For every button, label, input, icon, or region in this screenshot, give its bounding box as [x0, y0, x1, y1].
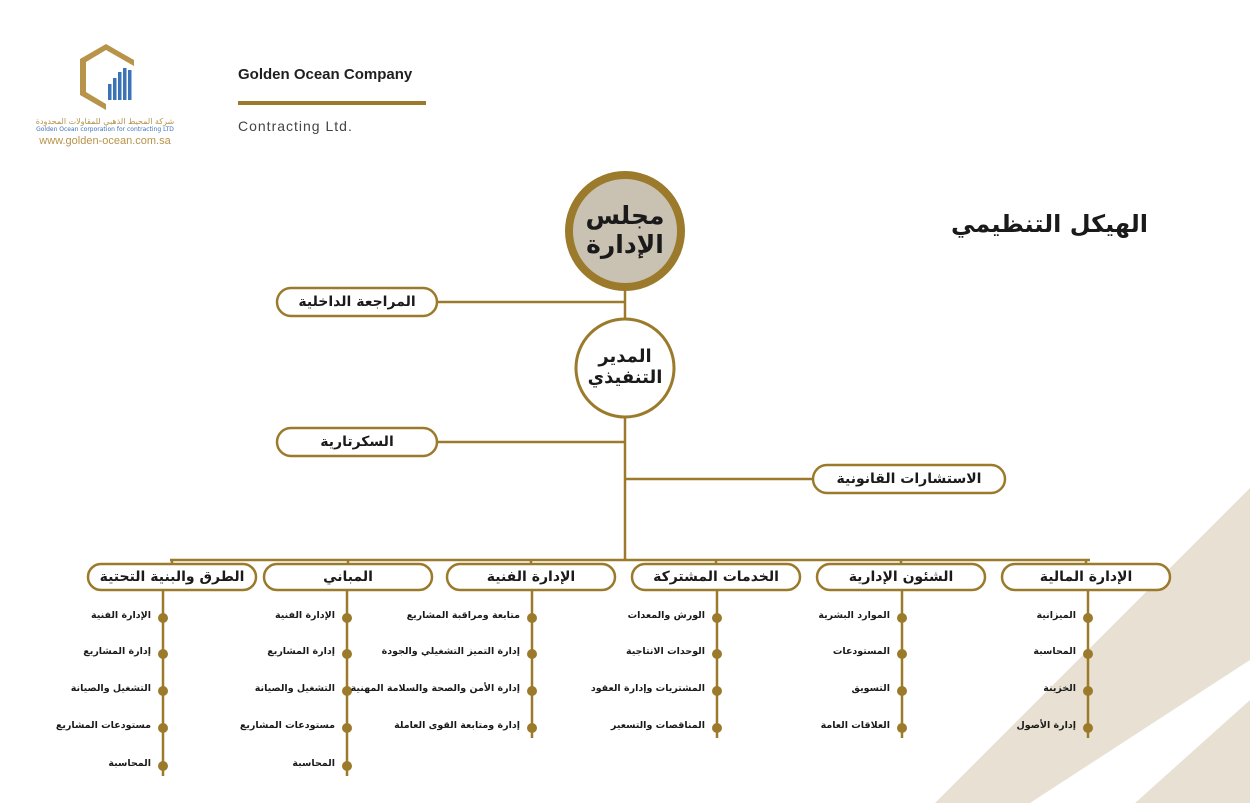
sub-unit-label: مستودعات المشاريع: [55, 720, 151, 731]
sub-unit-bullet: [712, 723, 722, 733]
sub-unit-bullet: [342, 723, 352, 733]
company-logo: [80, 44, 134, 110]
sub-unit-label: المحاسبة: [1033, 646, 1076, 657]
sub-unit-bullet: [527, 723, 537, 733]
sub-unit-label: إدارة التميز التشغيلي والجودة: [381, 646, 520, 657]
sub-unit-bullet: [342, 761, 352, 771]
sub-unit-bullet: [527, 649, 537, 659]
logo-english-text: Golden Ocean corporation for contracting LTD: [36, 126, 174, 133]
sub-unit-bullet: [342, 613, 352, 623]
sub-unit-label: الإدارة الفنية: [90, 610, 151, 621]
sub-unit-label: الوحدات الانتاجية: [625, 646, 705, 657]
ceo-label: المدير التنفيذي: [587, 346, 663, 388]
sub-unit-bullet: [527, 686, 537, 696]
logo-bar-1: [108, 84, 112, 100]
sub-unit-label: الخزينة: [1043, 683, 1076, 694]
sub-unit-bullet: [897, 723, 907, 733]
company-divider: [238, 101, 426, 105]
sub-unit-bullet: [1083, 613, 1093, 623]
sub-unit-label: التسويق: [851, 683, 890, 694]
sub-unit-bullet: [158, 686, 168, 696]
sub-unit-label: الورش والمعدات: [627, 610, 705, 621]
sub-unit-bullet: [712, 686, 722, 696]
sub-unit-bullet: [1083, 723, 1093, 733]
sub-unit-bullet: [897, 686, 907, 696]
logo-bar-2: [113, 78, 117, 100]
sub-unit-bullet: [342, 649, 352, 659]
sub-unit-bullet: [712, 649, 722, 659]
sub-unit-label: متابعة ومراقبة المشاريع: [406, 610, 520, 621]
department-label: الإدارة الفنية: [486, 569, 576, 585]
sub-unit-label: التشغيل والصيانة: [70, 683, 151, 694]
department-label: الخدمات المشتركة: [653, 569, 779, 585]
department-label: المباني: [323, 569, 373, 585]
sub-unit-label: المناقصات والتسعير: [610, 720, 705, 731]
department-label: الطرق والبنية التحتية: [99, 569, 245, 585]
sub-unit-label: إدارة الأمن والصحة والسلامة المهنية: [350, 683, 520, 694]
sub-unit-label: التشغيل والصيانة: [254, 683, 335, 694]
company-website: www.golden-ocean.com.sa: [39, 135, 171, 147]
internal-audit-box: المراجعة الداخلية: [298, 294, 416, 310]
sub-unit-label: الميزانية: [1036, 610, 1076, 621]
sub-unit-bullet: [158, 613, 168, 623]
board-of-directors-label: مجلس الإدارة: [585, 201, 665, 259]
sub-unit-label: المشتريات وإدارة العقود: [590, 683, 705, 694]
sub-unit-label: المحاسبة: [292, 758, 335, 769]
sub-unit-label: إدارة المشاريع: [83, 646, 151, 657]
sub-unit-label: إدارة الأصول: [1016, 720, 1076, 731]
logo-bar-3: [118, 72, 122, 100]
sub-unit-label: العلاقات العامة: [820, 720, 890, 731]
sub-unit-bullet: [1083, 686, 1093, 696]
sub-unit-label: المحاسبة: [108, 758, 151, 769]
sub-unit-label: الإدارة الفنية: [274, 610, 335, 621]
sub-unit-bullet: [158, 649, 168, 659]
company-subtitle: Contracting Ltd.: [238, 118, 353, 134]
company-name: Golden Ocean Company: [238, 66, 413, 83]
sub-unit-label: إدارة المشاريع: [267, 646, 335, 657]
sub-unit-bullet: [897, 613, 907, 623]
secretariat-box: السكرتارية: [320, 434, 394, 450]
logo-bar-4: [123, 68, 127, 100]
logo-arabic-text: شركة المحيط الذهبي للمقاولات المحدودة: [35, 117, 175, 126]
sub-unit-bullet: [1083, 649, 1093, 659]
sub-unit-label: إدارة ومتابعة القوى العاملة: [394, 720, 520, 731]
sub-unit-bullet: [158, 723, 168, 733]
sub-unit-label: المستودعات: [832, 646, 890, 657]
sub-unit-bullet: [158, 761, 168, 771]
legal-consulting-box: الاستشارات القانونية: [836, 471, 982, 487]
sub-unit-label: الموارد البشرية: [818, 610, 890, 621]
logo-bar-5: [128, 70, 132, 100]
department-label: الإدارة المالية: [1039, 569, 1133, 585]
sub-unit-bullet: [527, 613, 537, 623]
sub-unit-bullet: [897, 649, 907, 659]
department-label: الشئون الإدارية: [848, 569, 954, 585]
sub-unit-label: مستودعات المشاريع: [239, 720, 335, 731]
sub-unit-bullet: [712, 613, 722, 623]
chart-title: الهيكل التنظيمي: [951, 210, 1148, 238]
